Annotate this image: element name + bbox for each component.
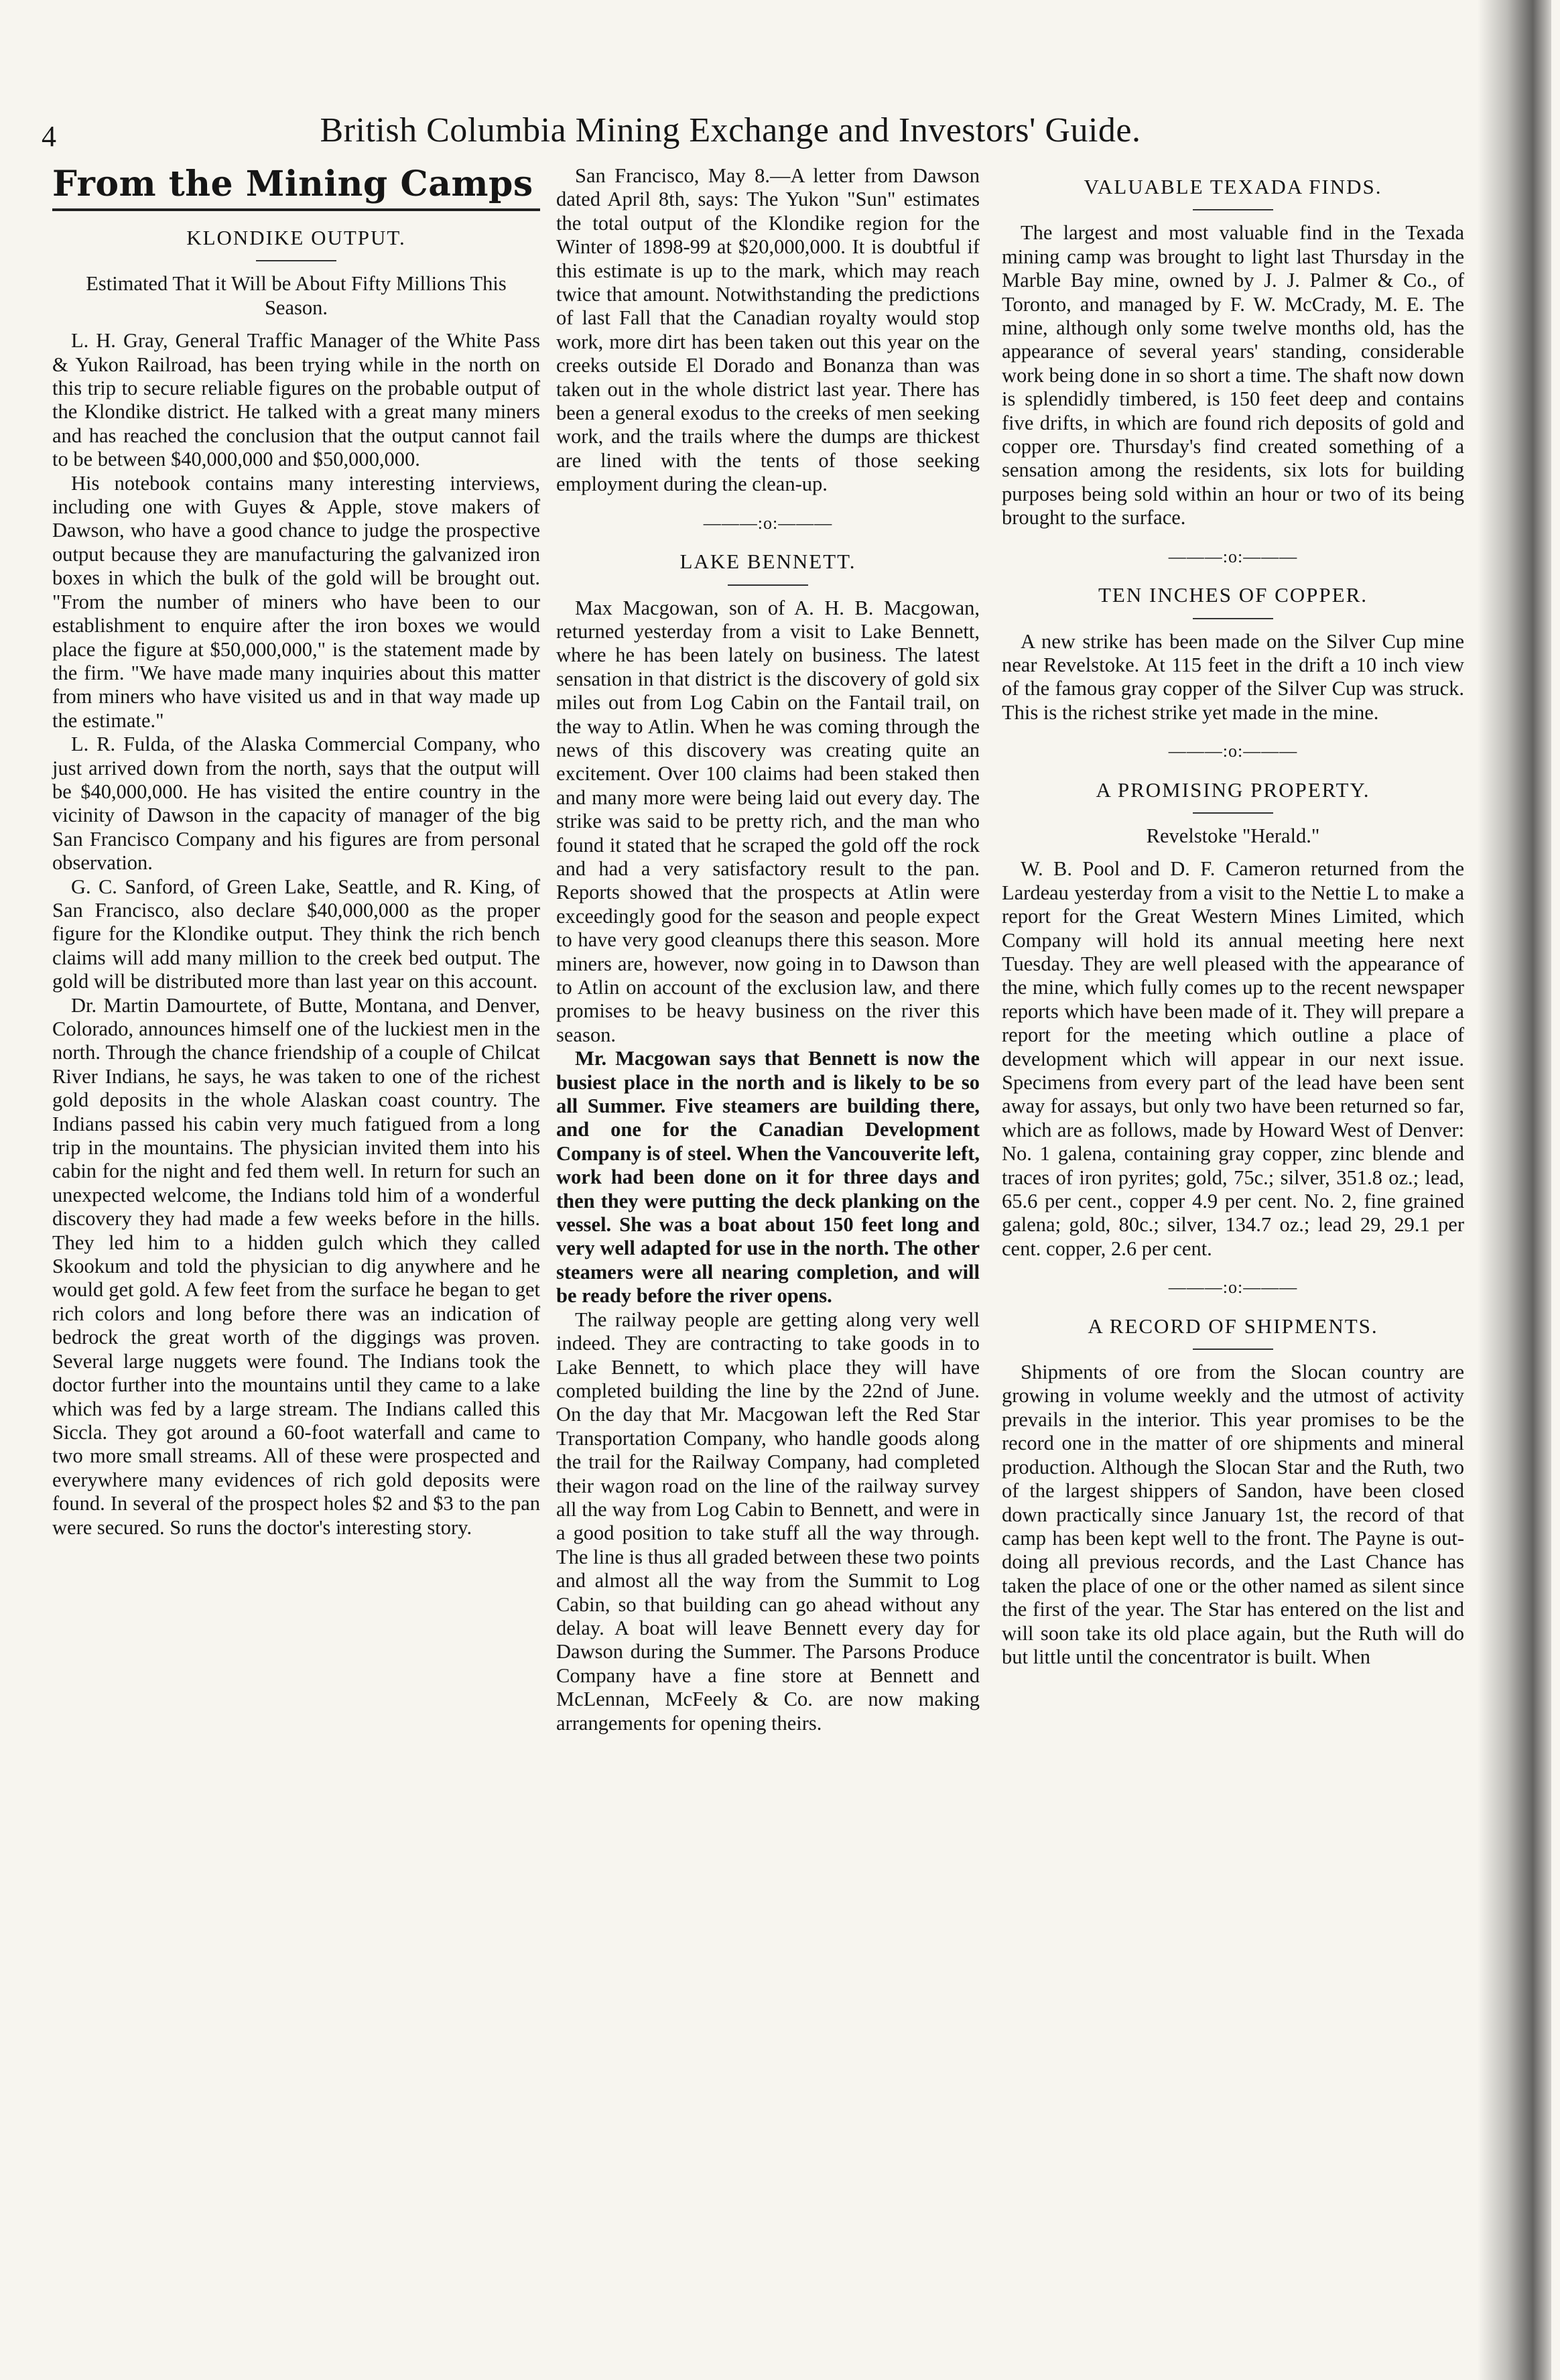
- heading-dash: [728, 584, 808, 586]
- paragraph: His notebook contains many interesting interviews, including one with Guyes & Apple, stove makers of Dawson, who have a good chance to judge the prospective output because they are manufacturing the galvanized iron boxes in which the bulk of the gold will be brought out. "From the number of miners who have been to our establishment to enquire after the iron boxes we would place the figure at $50,000,000," is the statement made by the firm. "We have made many inquiries about this matter from miners who have visited us and in that way made up the estimate.": [52, 471, 540, 732]
- column-2: [556, 164, 980, 1735]
- heading-dash: [256, 260, 336, 261]
- paragraph: The railway people are getting along very well indeed. They are contracting to take goods in to Lake Bennett, to which place they will have completed building the line by the 22nd of June. On the day that Mr. Macgowan left the Red Star Transportation Company, who handle goods along the trail for the Railway Company, had completed their wagon road on the line of the railway survey all the way from Log Cabin to Bennett, and were in a good position to take stuff all the way through. The line is thus all graded between these two points and almost all the way from the Summit to Log Cabin, so that building can go ahead without any delay. A boat will leave Bennett every day for Dawson during the Summer. The Parsons Produce Company have a fine store at Bennett and McLennan, McFeely & Co. are now making arrangements for opening theirs.: [556, 1308, 980, 1735]
- article-heading: VALUABLE TEXADA FINDS.: [1084, 175, 1382, 198]
- paragraph: San Francisco, May 8.—A letter from Dawson dated April 8th, says: The Yukon "Sun" estimates the total output of the Klondike region for the Winter of 1898-99 at $20,000,000. It is doubtful if this estimate is up to the mark, which may reach twice that amount. Notwithstanding the predictions of last Fall that the Canadian royalty would stop work, more dirt has been taken out this year on the creeks outside El Dorado and Bonanza than was taken out in the whole district last year. There has been a general exodus to the creeks of men seeking work, and the trails where the dumps are thickest are lined with the tents of those seeking employment during the clean-up.: [556, 164, 980, 496]
- paragraph: G. C. Sanford, of Green Lake, Seattle, and R. King, of San Francisco, also declare $40,000,000 as the proper figure for the Klondike output. They think the rich bench claims will add many million to the creek bed output. The gold will be distributed more than last year on this account.: [52, 875, 540, 993]
- running-head: British Columbia Mining Exchange and Investors' Guide.: [320, 111, 1141, 149]
- article-subhead: Estimated That it Will be About Fifty Millions This Season.: [86, 272, 507, 319]
- article-subhead: Revelstoke "Herald.": [1146, 824, 1320, 847]
- paragraph: Dr. Martin Damourtete, of Butte, Montana, and Denver, Colorado, announces himself one of the luckiest men in the north. Through the chance friendship of a couple of Chilcat River Indians, he says, he was taken to one of the richest gold deposits in the whole Alaskan coast country. The Indians passed his cabin very much fatigued from a long trip in the mountains. The physician invited them into his cabin for the night and fed them well. In return for such an unexpected welcome, the Indians told him of a wonderful discovery they had made a few weeks before in the hills. They led him to a hidden gulch which they called Skookum and told the physician to dig anywhere and he would get gold. A few feet from the surface he began to get rich colors and long before there was an indication of bedrock the great worth of the diggings was proven. Several large nuggets were found. The Indians took the doctor further into the mountains until they came to a lake which was fed by a large stream. The Indians called this Siccla. They got around a 60-foot waterfall and came to two more small streams. All of these were prospected and everywhere many evidences of rich gold deposits were found. In several of the prospect holes $2 and $3 to the pan were secured. So runs the doctor's interesting story.: [52, 993, 540, 1539]
- section-divider: ———:o:———: [1168, 741, 1298, 761]
- section-divider: ———:o:———: [703, 513, 833, 533]
- paragraph: The largest and most valuable find in the Texada mining camp was brought to light last Thursday in the Marble Bay mine, owned by J. J. Palmer & Co., of Toronto, and managed by F. W. McCrady, M. E. The mine, although only some twelve months old, has the appearance of several years' standing, considerable work being done in so short a time. The shaft now down is splendidly timbered, is 150 feet deep and contains five drifts, in which are found rich deposits of gold and copper ore. Thursday's find created something of a sensation among the residents, six lots for building purposes being sold within an hour or two of its being brought to the surface.: [1002, 221, 1464, 529]
- section-divider: ———:o:———: [1168, 1277, 1298, 1298]
- heading-dash: [1193, 209, 1273, 210]
- article-heading: A PROMISING PROPERTY.: [1096, 777, 1370, 802]
- paragraph: A new strike has been made on the Silver Cup mine near Revelstoke. At 115 feet in the drift a 10 inch view of the famous gray copper of the Silver Cup was struck. This is the richest strike yet made in the mine.: [1002, 629, 1464, 724]
- heading-dash: [1193, 618, 1273, 619]
- article-heading: LAKE BENNETT.: [679, 550, 856, 574]
- paragraph: Shipments of ore from the Slocan country are growing in volume weekly and the utmost of activity prevails in the interior. This year promises to be the record one in the matter of ore shipments and mineral production. Although the Slocan Star and the Ruth, two of the largest shippers of Sandon, have been closed down practically since January 1st, the record of that camp has been kept well to the front. The Payne is out-doing all previous records, and the Last Chance has taken the place of one or the other named as silent since the first of the year. The Star has entered on the list and will soon take its old place again, but the Ruth will do but little until the concentrator is built. When: [1002, 1361, 1464, 1668]
- section-title: From the Mining Camps: [52, 164, 533, 204]
- paragraph: L. H. Gray, General Traffic Manager of the White Pass & Yukon Railroad, has been trying while in the north on this trip to secure reliable figures on the probable output of the Klondike district. He talked with a great many miners and has reached the conclusion that the output cannot fail to be between $40,000,000 and $50,000,000.: [52, 329, 540, 471]
- paragraph: W. B. Pool and D. F. Cameron returned from the Lardeau yesterday from a visit to the Nettie L to make a report for the Great Western Mines Limited, which Company will hold its annual meeting here next Tuesday. They are well pleased with the appearance of the mine, which fully comes up to the recent newspaper reports which have been made of it. They will prepare a report for the meeting which outline a place of development which will appear in our next issue. Specimens from every part of the lead have been sent away for assays, but only two have been returned so far, which are as follows, made by Howard West of Denver: No. 1 galena, containing gray copper, zinc blende and traces of iron pyrites; gold, 75c.; silver, 351.8 oz.; lead, 65.6 per cent., copper 4.9 per cent. No. 2, fine grained galena; gold, 80c.; silver, 134.7 oz.; lead 29, 29.1 per cent. copper, 2.6 per cent.: [1002, 857, 1464, 1260]
- heading-dash: [1193, 1349, 1273, 1350]
- heading-dash: [1193, 812, 1273, 814]
- column-3: [1002, 164, 1464, 1669]
- section-divider: ———:o:———: [1168, 546, 1298, 566]
- article-heading: A RECORD OF SHIPMENTS.: [1088, 1314, 1378, 1338]
- paragraph: Max Macgowan, son of A. H. B. Macgowan, returned yesterday from a visit to Lake Bennett, where he has been lately on business. The latest sensation in that district is the discovery of gold six miles out from Log Cabin on the Fantail trail, on the way to Atlin. When he was coming through the news of this discovery was creating quite an excitement. Over 100 claims had been staked then and many more were being laid out every day. The strike was said to be pretty rich, and the man who found it stated that he scraped the gold off the rock and had a very satisfactory result to the pan. Reports showed that the prospects at Atlin were exceedingly good for the season and people expect to have very good cleanups there this season. More miners are, however, now going in to Dawson than to Atlin on account of the exclusion law, and there promises to be heavy business on the river this season.: [556, 596, 980, 1046]
- article-heading: TEN INCHES OF COPPER.: [1098, 583, 1368, 607]
- article-heading: KLONDIKE OUTPUT.: [186, 226, 406, 249]
- page-number: 4: [42, 120, 56, 153]
- column-1: [52, 164, 540, 1540]
- paragraph: Mr. Macgowan says that Bennett is now the busiest place in the north and is likely to be so all Summer. Five steamers are building there, and one for the Canadian Development Company is of steel. When the Vancouverite left, work had been done on it for three days and then they were putting the deck planking on the vessel. She was a boat about 150 feet long and very well adapted for use in the north. The other steamers were all nearing completion, and will be ready before the river opens.: [556, 1047, 980, 1308]
- title-rule: [52, 208, 540, 211]
- scan-gutter-shadow: [1478, 0, 1551, 2380]
- paragraph: L. R. Fulda, of the Alaska Commercial Company, who just arrived down from the north, says that the output will be $40,000,000. He has visited the entire country in the vicinity of Dawson in the capacity of manager of the big San Francisco Company and his figures are from personal observation.: [52, 733, 540, 875]
